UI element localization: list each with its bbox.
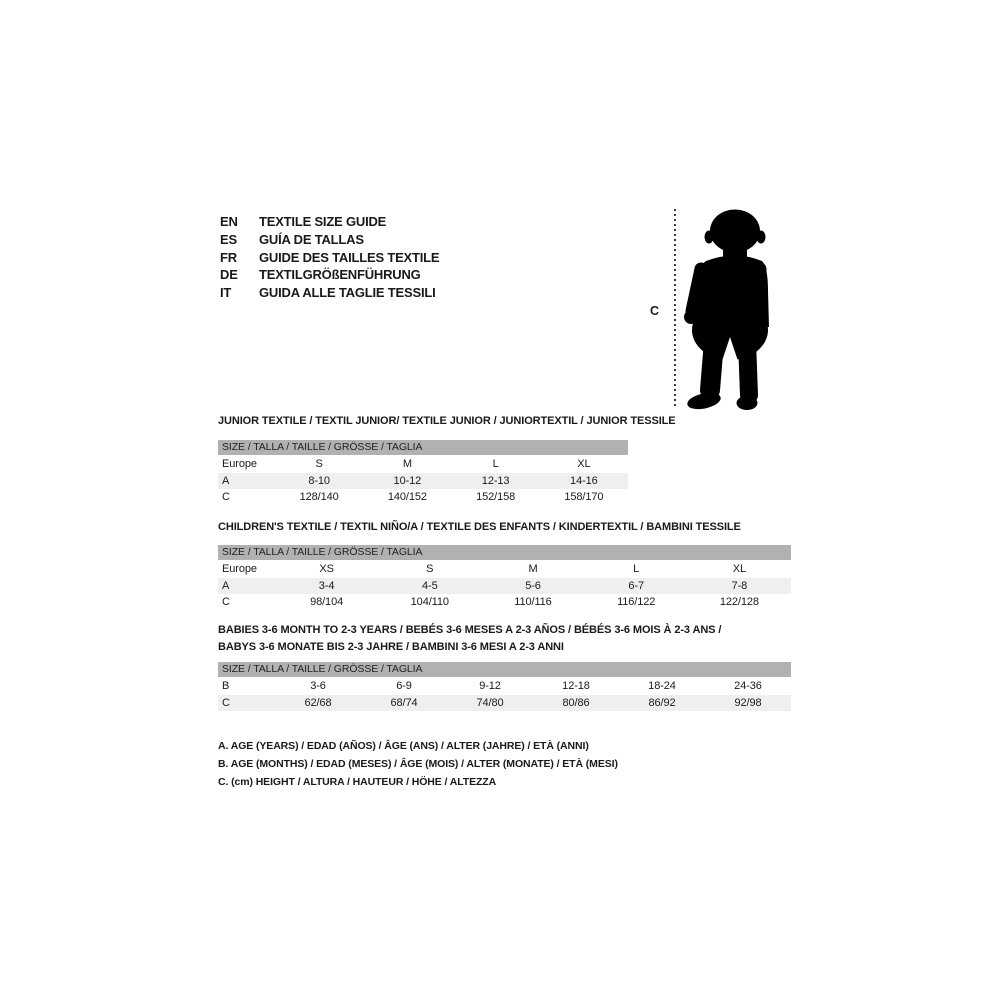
lang-label: GUIDA ALLE TAGLIE TESSILI	[259, 285, 436, 301]
lang-row-en	[220, 213, 439, 231]
cell: 68/74	[390, 696, 418, 709]
cell: L	[633, 563, 640, 576]
cell: 98/104	[310, 596, 344, 609]
cell: 8-10	[308, 474, 330, 487]
table-row-europe	[218, 456, 628, 473]
cell: L	[492, 458, 499, 471]
cell: 152/158	[476, 491, 516, 504]
cell: 14-16	[570, 474, 598, 487]
cell: 6-9	[396, 680, 412, 693]
lang-row-it	[220, 284, 439, 302]
cell: 110/116	[514, 596, 552, 609]
cell: XL	[732, 563, 747, 576]
table-row-b	[218, 678, 791, 695]
children-size-table	[218, 545, 791, 611]
babies-section-title	[218, 622, 721, 656]
row-label: C	[222, 696, 230, 709]
table-row-a	[218, 578, 791, 595]
cell: 9-12	[479, 680, 501, 693]
lang-code: EN	[220, 214, 238, 230]
legend-line-c: C. (cm) HEIGHT / ALTURA / HAUTEUR / HÖHE / ALTEZZA	[218, 776, 497, 788]
cell: 3-6	[310, 680, 326, 693]
size-header-bar: SIZE / TALLA / TAILLE / GRÖSSE / TAGLIA	[218, 440, 628, 455]
toddler-silhouette-icon	[684, 209, 776, 411]
cell: 18-24	[648, 680, 676, 693]
lang-row-fr	[220, 248, 439, 266]
cell: M	[528, 563, 538, 576]
cell: 24-36	[734, 680, 762, 693]
babies-size-table	[218, 662, 791, 711]
table-row-c	[218, 489, 628, 506]
cell: 92/98	[734, 696, 762, 709]
table-row-c	[218, 594, 791, 611]
lang-code: ES	[220, 232, 237, 248]
row-label: B	[222, 680, 230, 693]
measurement-legend	[218, 737, 618, 791]
table-row-c	[218, 695, 791, 712]
cell: 86/92	[648, 696, 676, 709]
size-header-bar: SIZE / TALLA / TAILLE / GRÖSSE / TAGLIA	[218, 545, 791, 560]
cell: 62/68	[304, 696, 332, 709]
cell: S	[426, 563, 434, 576]
cell: M	[402, 458, 412, 471]
cell: 12-13	[481, 474, 510, 487]
row-label: A	[222, 474, 230, 487]
lang-label: TEXTILE SIZE GUIDE	[259, 214, 387, 230]
lang-label: TEXTILGRÖßENFÜHRUNG	[259, 267, 421, 283]
lang-code: FR	[220, 249, 237, 265]
cell: 4-5	[421, 579, 438, 592]
cell: 12-18	[562, 680, 590, 693]
cell: 7-8	[731, 579, 748, 592]
babies-title-line1: BABIES 3-6 MONTH TO 2-3 YEARS / BEBÉS 3-6 MESES A 2-3 AÑOS / BÉBÉS 3-6 MOIS À 2-3 ANS /	[218, 624, 722, 636]
row-label: Europe	[222, 458, 257, 471]
lang-label: GUÍA DE TALLAS	[259, 232, 364, 248]
babies-title-line2: BABYS 3-6 MONATE BIS 2-3 JAHRE / BAMBINI 3-6 MESI A 2-3 ANNI	[218, 641, 564, 653]
cell: 104/110	[410, 596, 449, 609]
cell: 122/128	[719, 596, 759, 609]
cell: 5-6	[525, 579, 541, 592]
legend-line-b: B. AGE (MONTHS) / EDAD (MESES) / ÂGE (MOIS) / ALTER (MONATE) / ETÀ (MESI)	[218, 758, 618, 770]
cell: XL	[577, 458, 591, 471]
cell: 74/80	[476, 696, 504, 709]
junior-size-table	[218, 440, 628, 506]
junior-section-title: JUNIOR TEXTILE / TEXTIL JUNIOR/ TEXTILE JUNIOR / JUNIORTEXTIL / JUNIOR TESSILE	[218, 415, 676, 427]
lang-row-es	[220, 231, 439, 249]
cell: 128/140	[299, 491, 339, 504]
table-row-a	[218, 473, 628, 490]
lang-code: IT	[220, 285, 232, 301]
row-label: C	[222, 596, 230, 609]
lang-row-de	[220, 266, 439, 284]
table-row-europe	[218, 561, 791, 578]
cell: 6-7	[628, 579, 644, 592]
cell: 3-4	[318, 579, 335, 592]
lang-label: GUIDE DES TAILLES TEXTILE	[259, 249, 440, 265]
cell: 80/86	[562, 696, 590, 709]
cell: 10-12	[393, 474, 422, 487]
cell: 140/152	[387, 491, 427, 504]
cell: S	[315, 458, 323, 471]
row-label: A	[222, 579, 230, 592]
height-marker-label: C	[650, 304, 660, 318]
cell: XS	[319, 563, 334, 576]
children-section-title: CHILDREN'S TEXTILE / TEXTIL NIÑO/A / TEXTILE DES ENFANTS / KINDERTEXTIL / BAMBINI TESSILE	[218, 521, 741, 533]
row-label: Europe	[222, 563, 257, 576]
lang-code: DE	[220, 267, 238, 283]
language-title-block	[220, 213, 439, 301]
legend-line-a: A. AGE (YEARS) / EDAD (AÑOS) / ÂGE (ANS) / ALTER (JAHRE) / ETÀ (ANNI)	[218, 740, 589, 752]
cell: 116/122	[617, 596, 656, 609]
height-dashed-line	[674, 209, 676, 406]
row-label: C	[222, 491, 230, 504]
cell: 158/170	[564, 491, 604, 504]
size-header-bar: SIZE / TALLA / TAILLE / GRÖSSE / TAGLIA	[218, 662, 791, 677]
